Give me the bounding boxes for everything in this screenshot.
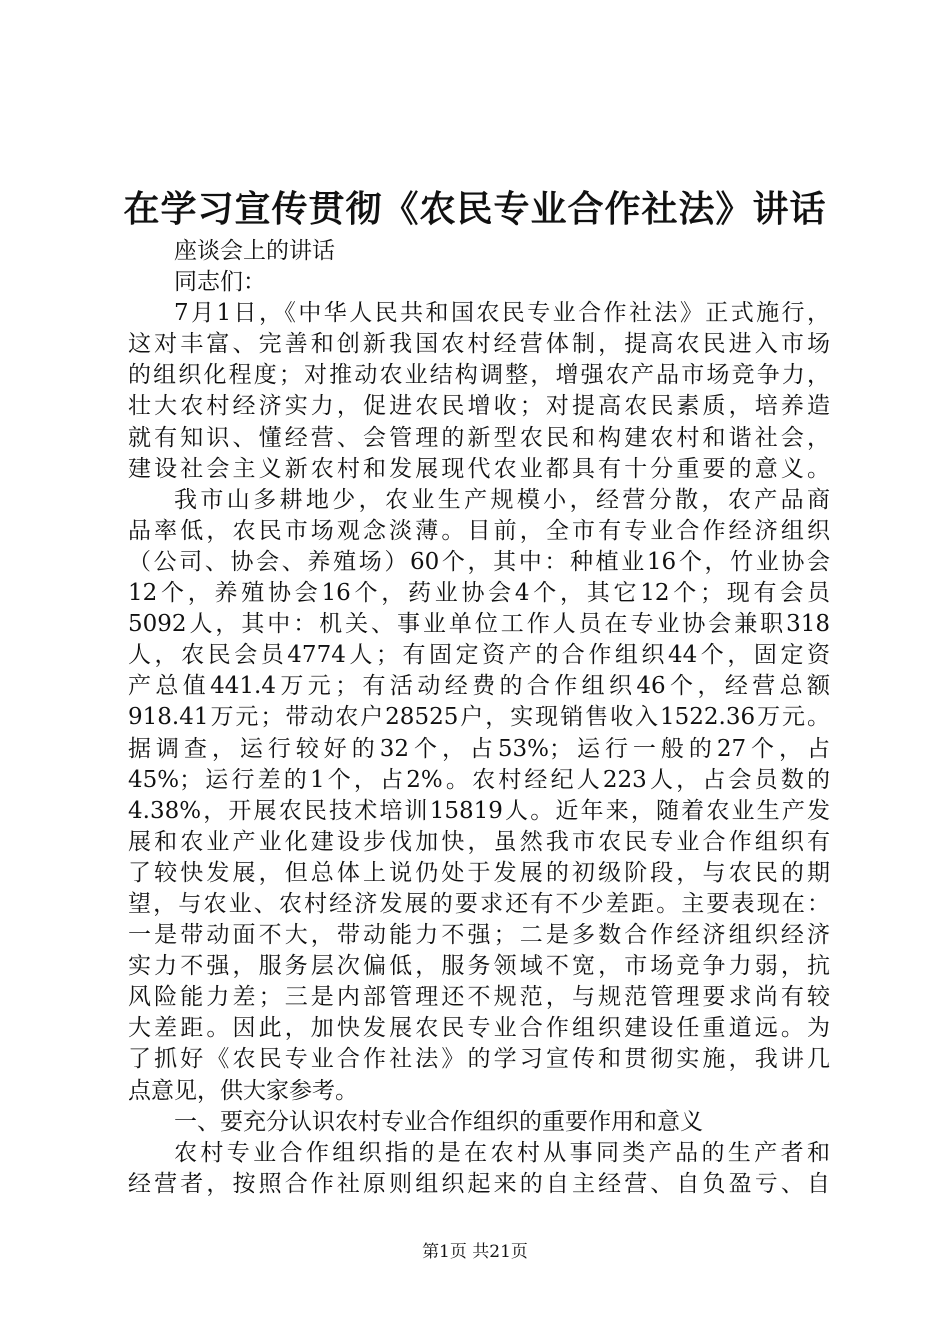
body-line: 5092人，其中：机关、事业单位工作人员在专业协会兼职318 <box>128 611 830 638</box>
body-line: 的组织化程度；对推动农业结构调整，增强农产品市场竞争力， <box>128 362 830 389</box>
body-line: 就有知识、懂经营、会管理的新型农民和构建农村和谐社会， <box>128 424 830 451</box>
body-line: 4.38%，开展农民技术培训15819人。近年来，随着农业生产发 <box>128 797 830 824</box>
body-line: 壮大农村经济实力，促进农民增收；对提高农民素质，培养造 <box>128 393 830 420</box>
body-line: 918.41万元；带动农户28525户，实现销售收入1522.36万元。 <box>128 704 830 731</box>
body-line: 12个，养殖协会16个，药业协会4个，其它12个；现有会员 <box>128 580 830 607</box>
body-line: 同志们： <box>174 269 266 296</box>
body-line: （公司、协会、养殖场）60个，其中：种植业16个，竹业协会 <box>128 548 830 575</box>
body-line: 一是带动面不大，带动能力不强；二是多数合作经济组织经济 <box>128 922 830 949</box>
body-line: 点意见，供大家参考。 <box>128 1077 358 1104</box>
section-heading: 一、要充分认识农村专业合作组织的重要作用和意义 <box>174 1108 703 1135</box>
body-line: 座谈会上的讲话 <box>174 238 335 264</box>
body-line: 风险能力差；三是内部管理还不规范，与规范管理要求尚有较 <box>128 984 830 1011</box>
body-line: 据调查，运行较好的32个，占53%；运行一般的27个，占 <box>128 735 830 762</box>
body-line: 7月1日，《中华人民共和国农民专业合作社法》正式施行， <box>174 300 830 327</box>
body-line: 大差距。因此，加快发展农民专业合作组织建设任重道远。为 <box>128 1015 830 1042</box>
body-line: 人，农民会员4774人；有固定资产的合作组织44个，固定资 <box>128 642 830 669</box>
body-line: 农村专业合作组织指的是在农村从事同类产品的生产者和 <box>174 1139 830 1166</box>
page-number-footer: 第1页 共21页 <box>422 1242 528 1262</box>
body-line: 建设社会主义新农村和发展现代农业都具有十分重要的意义。 <box>128 455 830 482</box>
document-title: 在学习宣传贯彻《农民专业合作社法》讲话 <box>123 188 827 230</box>
body-line: 品率低，农民市场观念淡薄。目前，全市有专业合作经济组织 <box>128 517 830 544</box>
body-line: 望，与农业、农村经济发展的要求还有不少差距。主要表现在： <box>128 890 830 917</box>
body-line: 这对丰富、完善和创新我国农村经营体制，提高农民进入市场 <box>128 331 830 358</box>
document-body <box>128 236 830 1200</box>
body-line: 展和农业产业化建设步伐加快，虽然我市农民专业合作组织有 <box>128 828 830 855</box>
body-line: 经营者，按照合作社原则组织起来的自主经营、自负盈亏、自 <box>128 1170 830 1197</box>
body-line: 我市山多耕地少，农业生产规模小，经营分散，农产品商 <box>174 486 830 513</box>
body-line: 了较快发展，但总体上说仍处于发展的初级阶段，与农民的期 <box>128 859 830 886</box>
body-line: 45%；运行差的1个，占2%。农村经纪人223人，占会员数的 <box>128 766 830 793</box>
body-line: 实力不强，服务层次偏低，服务领域不宽，市场竞争力弱，抗 <box>128 953 830 980</box>
body-line: 产总值441.4万元；有活动经费的合作组织46个，经营总额 <box>128 673 830 700</box>
body-line: 了抓好《农民专业合作社法》的学习宣传和贯彻实施，我讲几 <box>128 1046 830 1073</box>
